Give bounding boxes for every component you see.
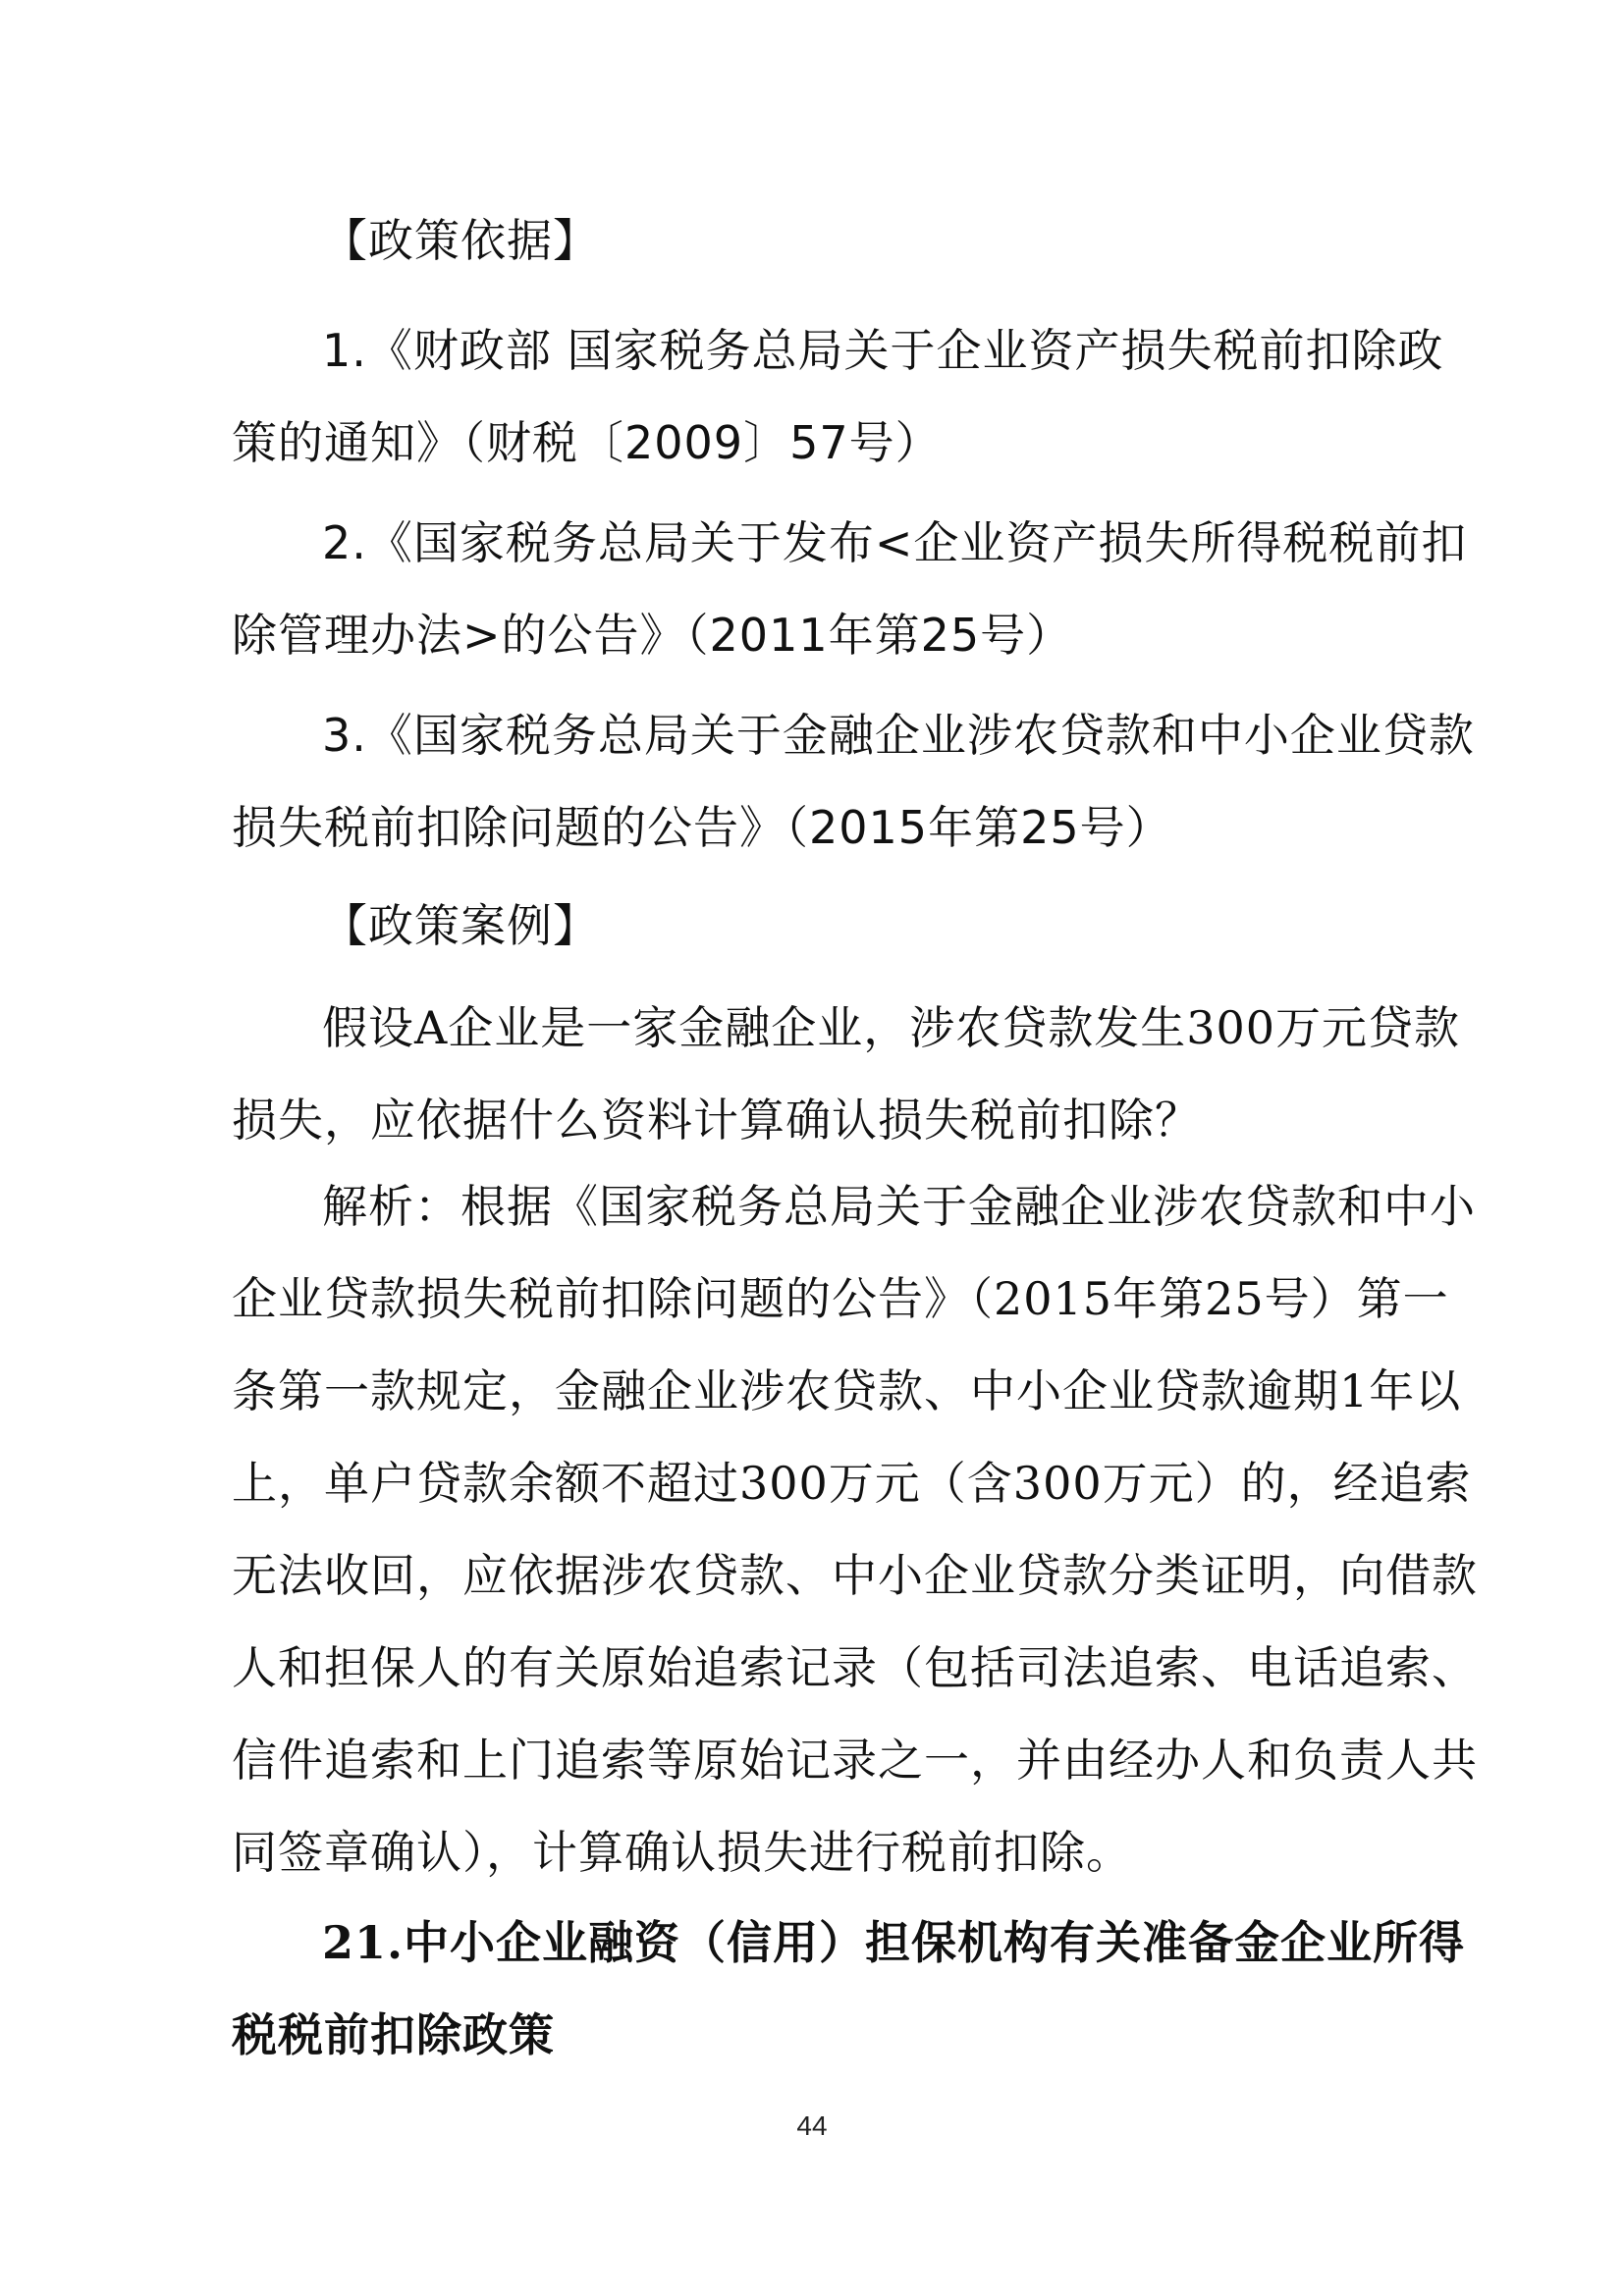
analysis-line-1: 解析：根据《国家税务总局关于金融企业涉农贷款和中小 xyxy=(322,1180,1476,1233)
reference-3 xyxy=(232,689,1475,874)
reference-3-line-2: 损失税前扣除问题的公告》（2015年第25号） xyxy=(232,801,1172,854)
analysis-paragraph xyxy=(232,1160,1478,1898)
analysis-line-4: 上，单户贷款余额不超过300万元（含300万元）的，经追索 xyxy=(232,1457,1472,1510)
analysis-line-8: 同签章确认），计算确认损失进行税前扣除。 xyxy=(232,1826,1132,1879)
analysis-line-3: 条第一款规定，金融企业涉农贷款、中小企业贷款逾期1年以 xyxy=(232,1364,1462,1417)
case-heading: 【政策案例】 xyxy=(322,899,599,952)
reference-2 xyxy=(232,497,1468,681)
case-question xyxy=(232,982,1461,1166)
analysis-line-6: 人和担保人的有关原始追索记录（包括司法追索、电话追索、 xyxy=(232,1641,1478,1694)
analysis-line-2: 企业贷款损失税前扣除问题的公告》（2015年第25号）第一 xyxy=(232,1272,1449,1325)
case-question-line-1: 假设A企业是一家金融企业，涉农贷款发生300万元贷款 xyxy=(322,1001,1461,1054)
reference-2-line-1: 2.《国家税务总局关于发布<企业资产损失所得税税前扣 xyxy=(322,516,1468,569)
case-section xyxy=(232,880,1410,972)
next-section-title xyxy=(232,1896,1466,2081)
reference-1 xyxy=(232,304,1444,489)
analysis-line-5: 无法收回，应依据涉农贷款、中小企业贷款分类证明，向借款 xyxy=(232,1549,1478,1602)
page-number: 44 xyxy=(796,2110,828,2141)
policy-basis-section xyxy=(232,194,1410,287)
analysis-line-7: 信件追索和上门追索等原始记录之一，并由经办人和负责人共 xyxy=(232,1734,1478,1787)
next-section-title-line-2: 税税前扣除政策 xyxy=(232,2008,555,2061)
reference-1-line-1: 1.《财政部 国家税务总局关于企业资产损失税前扣除政 xyxy=(322,324,1444,377)
reference-1-line-2: 策的通知》（财税〔2009〕57号） xyxy=(232,416,942,469)
reference-3-line-1: 3.《国家税务总局关于金融企业涉农贷款和中小企业贷款 xyxy=(322,709,1475,762)
reference-2-line-2: 除管理办法>的公告》（2011年第25号） xyxy=(232,609,1073,662)
policy-basis-heading: 【政策依据】 xyxy=(322,214,599,267)
next-section-title-line-1: 21.中小企业融资（信用）担保机构有关准备金企业所得 xyxy=(322,1916,1466,1969)
case-question-line-2: 损失，应依据什么资料计算确认损失税前扣除？ xyxy=(232,1094,1201,1147)
